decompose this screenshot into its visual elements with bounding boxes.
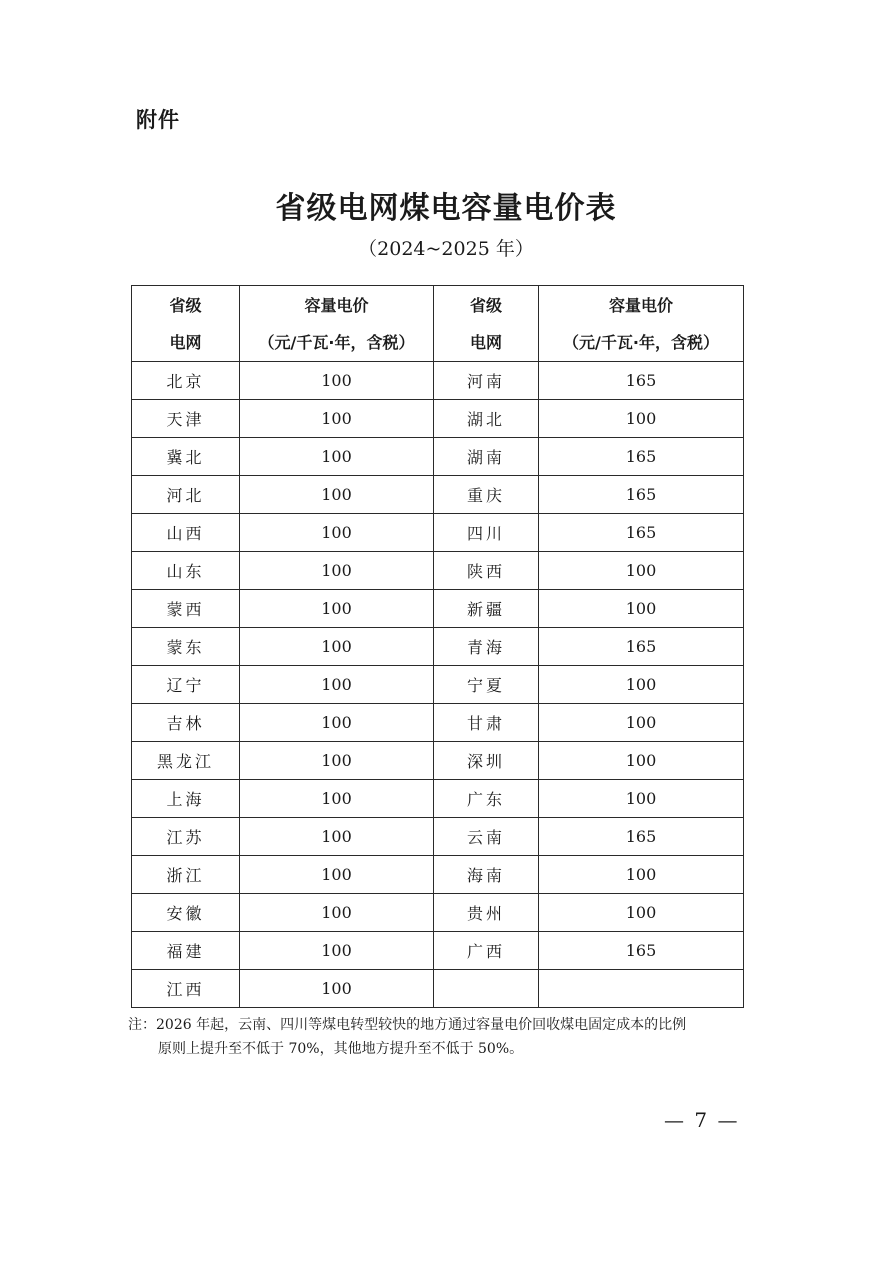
table-row [132,742,744,780]
table-row [132,666,744,704]
region-cell: 贵州 [434,894,539,932]
attachment-label: 附件 [136,108,180,132]
region-cell: 云南 [434,818,539,856]
region-cell: 河北 [132,476,240,514]
price-cell: 100 [539,590,744,628]
price-cell: 100 [539,666,744,704]
region-cell: 山东 [132,552,240,590]
header-price-line2: （元/千瓦·年，含税） [258,332,415,352]
header-price-right [539,286,744,362]
price-cell: 100 [240,590,434,628]
header-region-line2: 电网 [469,332,502,352]
header-region-right [434,286,539,362]
price-cell: 100 [539,856,744,894]
price-cell: 100 [539,400,744,438]
region-cell: 辽宁 [132,666,240,704]
region-cell: 深圳 [434,742,539,780]
table-row [132,704,744,742]
price-cell [539,970,744,1008]
price-cell: 100 [240,400,434,438]
table-row [132,438,744,476]
region-cell: 山西 [132,514,240,552]
price-cell: 100 [240,932,434,970]
region-cell: 吉林 [132,704,240,742]
capacity-price-table [131,285,744,1008]
header-price-left [240,286,434,362]
table-row [132,514,744,552]
region-cell: 海南 [434,856,539,894]
region-cell: 湖南 [434,438,539,476]
region-cell: 福建 [132,932,240,970]
table-row [132,856,744,894]
price-cell: 100 [240,818,434,856]
region-cell: 江西 [132,970,240,1008]
price-cell: 100 [240,628,434,666]
price-cell: 100 [240,856,434,894]
page-title: 省级电网煤电容量电价表 [275,191,617,226]
region-cell: 甘肃 [434,704,539,742]
price-cell: 100 [539,704,744,742]
table-row [132,628,744,666]
table-row [132,894,744,932]
table-row [132,362,744,400]
price-cell: 165 [539,932,744,970]
price-cell: 165 [539,362,744,400]
footnote-line2: 原则上提升至不低于 70%，其他地方提升至不低于 50%。 [158,1041,524,1057]
table-header [132,286,744,362]
header-price-line2: （元/千瓦·年，含税） [563,332,719,352]
region-cell: 广东 [434,780,539,818]
price-cell: 100 [240,970,434,1008]
region-cell: 青海 [434,628,539,666]
region-cell: 宁夏 [434,666,539,704]
page-subtitle: （2024~2025 年） [358,238,534,260]
price-cell: 100 [240,552,434,590]
price-cell: 100 [240,894,434,932]
price-cell: 100 [539,552,744,590]
table-header-row [132,286,744,362]
table-row [132,476,744,514]
header-region-line1: 省级 [469,295,502,315]
region-cell [434,970,539,1008]
header-region-line1: 省级 [169,295,202,315]
region-cell: 天津 [132,400,240,438]
header-price-line1: 容量电价 [608,295,673,315]
price-cell: 100 [539,894,744,932]
footnote [128,1013,748,1061]
table-row [132,780,744,818]
price-cell: 165 [539,438,744,476]
table-row [132,818,744,856]
table-row [132,400,744,438]
header-region-line2: 电网 [169,332,202,352]
table-body [132,362,744,1008]
price-cell: 165 [539,818,744,856]
price-cell: 100 [240,362,434,400]
table-row [132,932,744,970]
price-cell: 165 [539,514,744,552]
region-cell: 重庆 [434,476,539,514]
table-row [132,552,744,590]
region-cell: 安徽 [132,894,240,932]
region-cell: 北京 [132,362,240,400]
region-cell: 蒙东 [132,628,240,666]
region-cell: 广西 [434,932,539,970]
region-cell: 湖北 [434,400,539,438]
footnote-line1: 注：2026 年起，云南、四川等煤电转型较快的地方通过容量电价回收煤电固定成本的比例 [128,1017,687,1033]
price-cell: 100 [240,742,434,780]
price-cell: 100 [240,666,434,704]
region-cell: 新疆 [434,590,539,628]
region-cell: 江苏 [132,818,240,856]
region-cell: 陕西 [434,552,539,590]
table-row [132,590,744,628]
region-cell: 四川 [434,514,539,552]
region-cell: 浙江 [132,856,240,894]
price-cell: 100 [240,514,434,552]
region-cell: 黑龙江 [132,742,240,780]
table-row [132,970,744,1008]
price-cell: 100 [539,742,744,780]
price-cell: 165 [539,628,744,666]
price-cell: 100 [539,780,744,818]
price-cell: 100 [240,704,434,742]
region-cell: 蒙西 [132,590,240,628]
header-price-line1: 容量电价 [304,295,369,315]
region-cell: 冀北 [132,438,240,476]
price-cell: 100 [240,780,434,818]
price-cell: 165 [539,476,744,514]
region-cell: 上海 [132,780,240,818]
page-number: — 7 — [664,1108,740,1132]
header-region-left [132,286,240,362]
region-cell: 河南 [434,362,539,400]
price-cell: 100 [240,438,434,476]
price-cell: 100 [240,476,434,514]
